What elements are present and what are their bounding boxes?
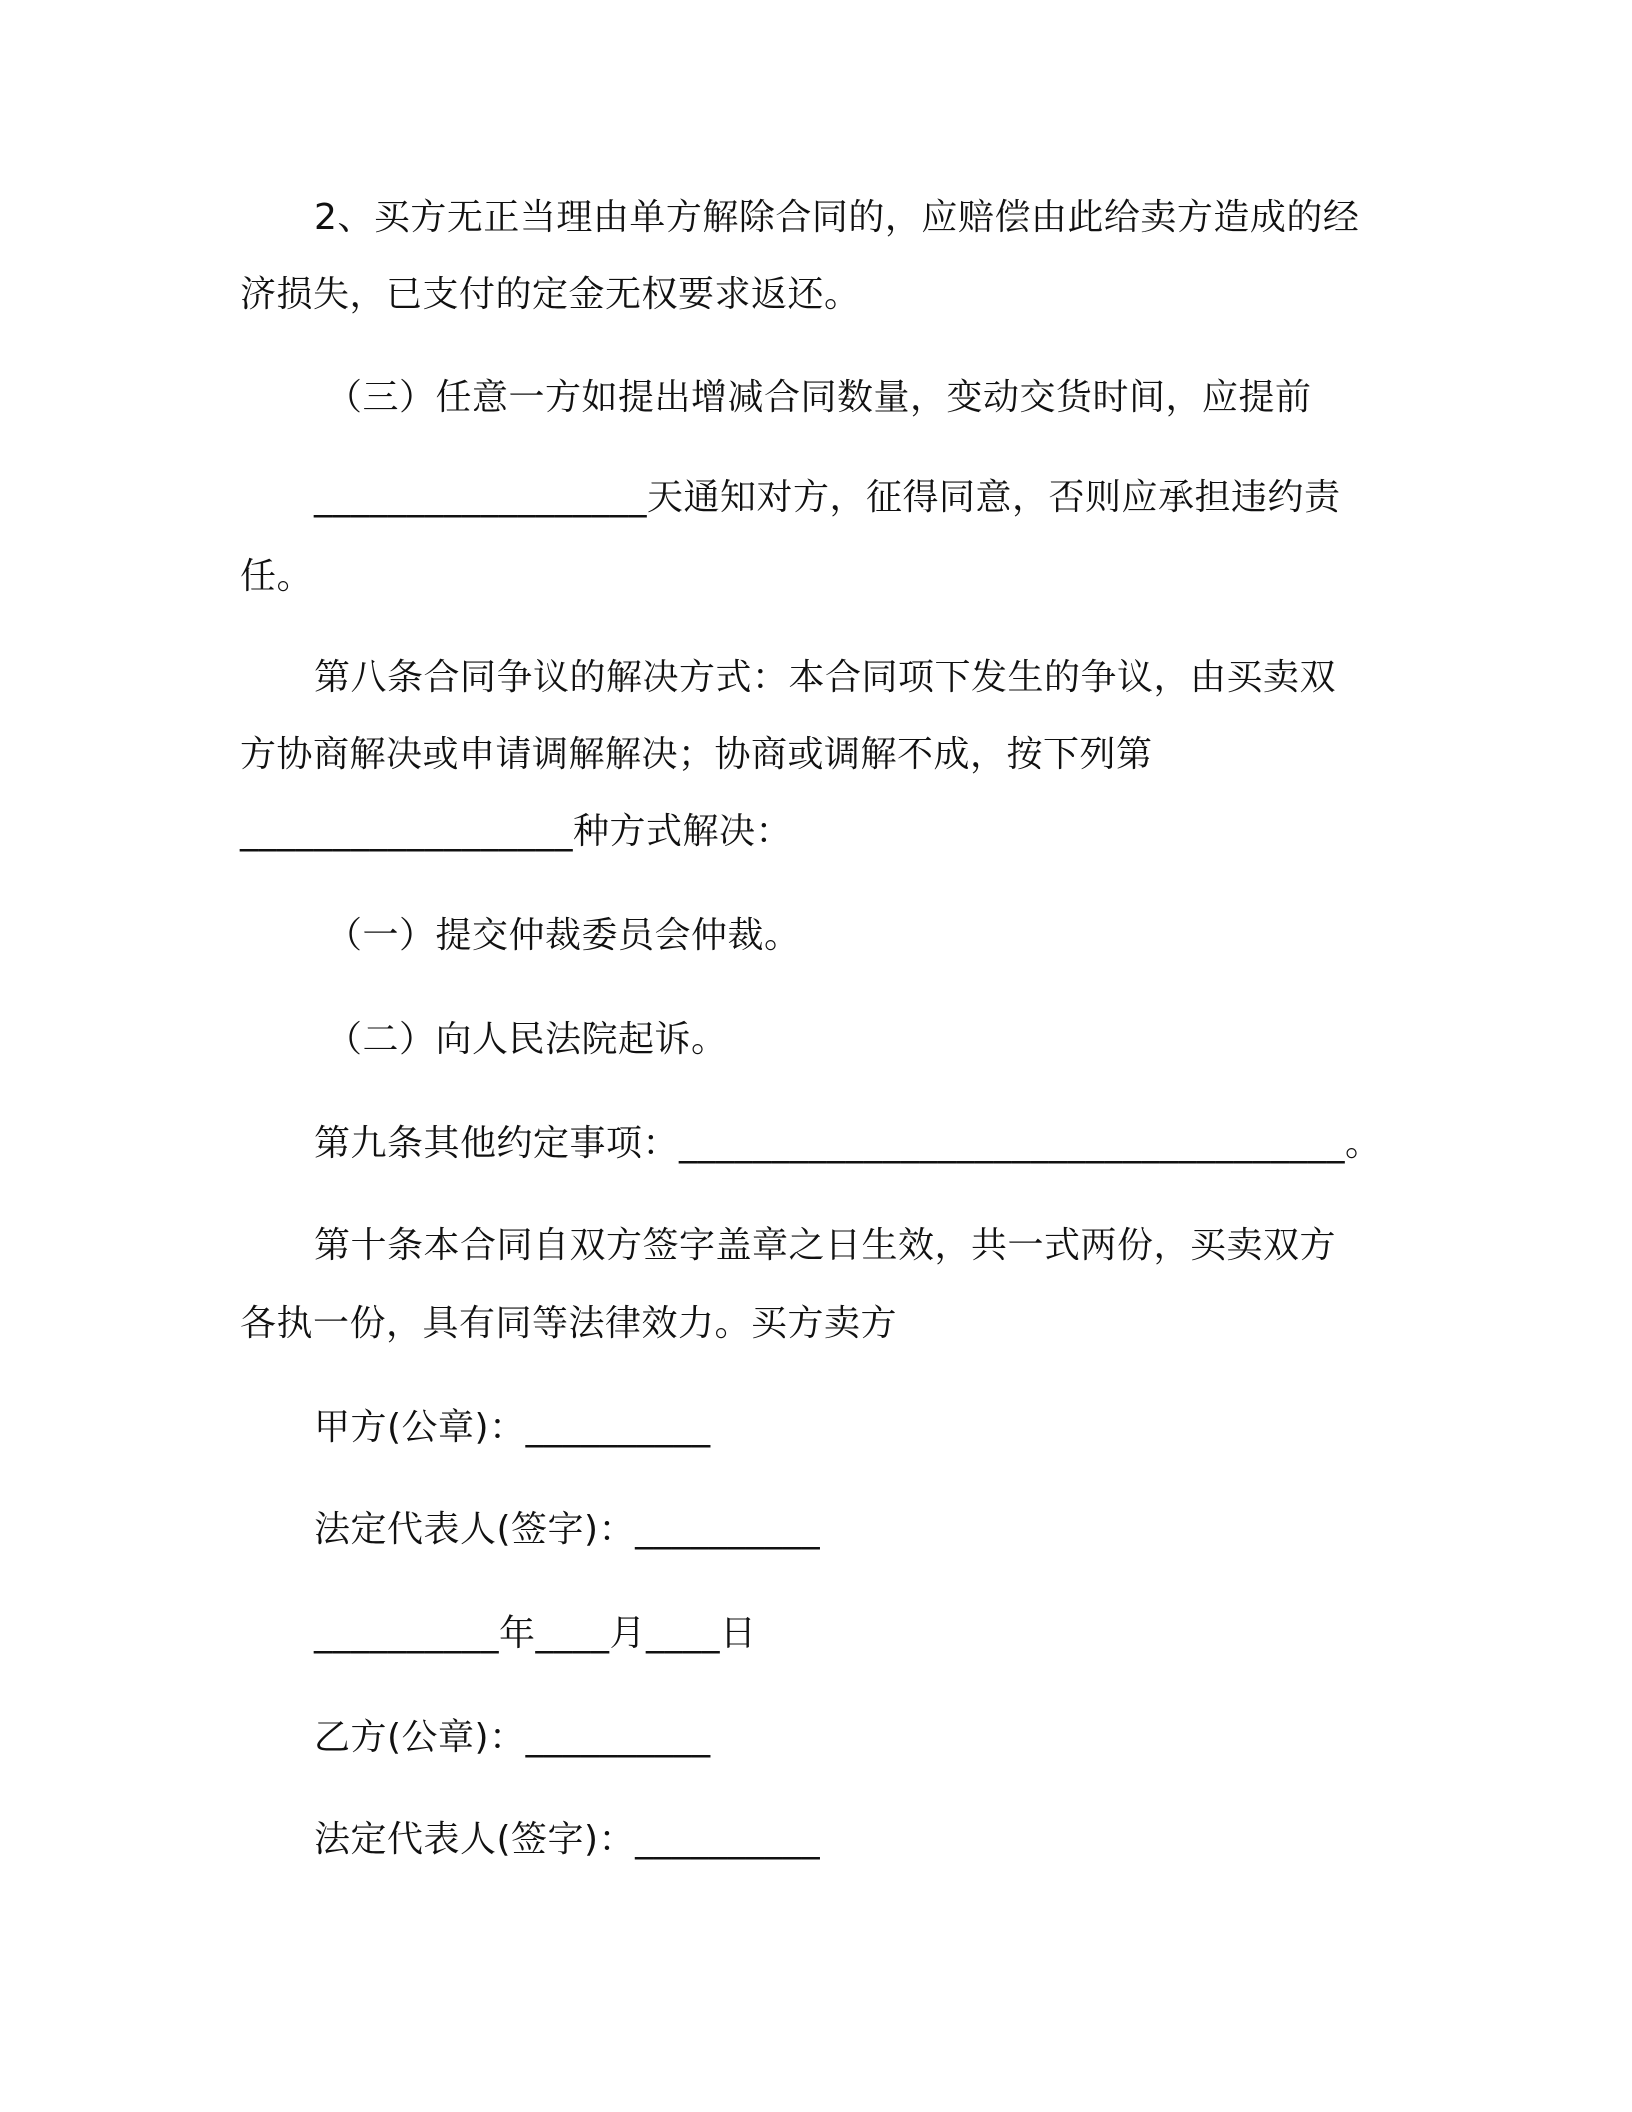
article-8-option-2: （二）向人民法院起诉。 xyxy=(326,1019,728,1060)
article-10-line-1: 第十条本合同自双方签字盖章之日生效，共一式两份，买卖双方 xyxy=(314,1225,1337,1266)
clause-7-3-line-2: __________________天通知对方，征得同意，否则应承担违约责 xyxy=(314,477,1341,518)
article-9-line: 第九条其他约定事项：____________________________________。 xyxy=(314,1123,1382,1164)
clause-7-3-line-1: （三）任意一方如提出增减合同数量，变动交货时间，应提前 xyxy=(326,377,1312,418)
party-a-representative-line: 法定代表人(签字)：__________ xyxy=(314,1509,821,1550)
clause-7-2-line-2: 济损失，已支付的定金无权要求返还。 xyxy=(240,274,861,315)
party-b-representative-line: 法定代表人(签字)：__________ xyxy=(314,1819,821,1860)
article-8-line-2: 方协商解决或申请调解解决；协商或调解不成，按下列第 xyxy=(240,734,1153,775)
party-a-seal-line: 甲方(公章)：__________ xyxy=(314,1407,711,1448)
clause-7-2-line-1: 2、买方无正当理由单方解除合同的，应赔偿由此给卖方造成的经 xyxy=(314,197,1360,238)
clause-7-3-line-3: 任。 xyxy=(240,556,314,597)
party-b-seal-line: 乙方(公章)：__________ xyxy=(314,1717,711,1758)
date-line: __________年____月____日 xyxy=(314,1613,757,1654)
article-8-line-3: __________________种方式解决： xyxy=(240,811,793,852)
article-8-line-1: 第八条合同争议的解决方式：本合同项下发生的争议，由买卖双 xyxy=(314,657,1337,698)
article-8-option-1: （一）提交仲裁委员会仲裁。 xyxy=(326,915,801,956)
article-10-line-2: 各执一份，具有同等法律效力。买方卖方 xyxy=(240,1303,898,1344)
